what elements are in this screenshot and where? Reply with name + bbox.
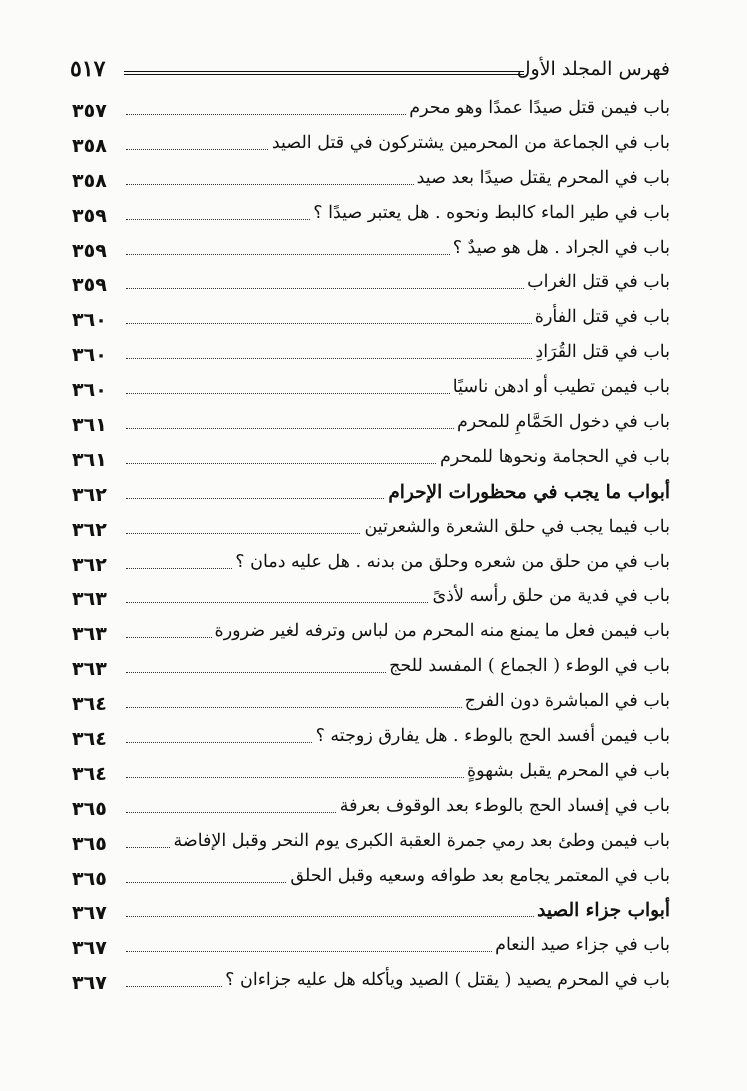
section-title: أبواب جزاء الصيد [534,900,670,921]
entry-title: باب فيمن وطئ بعد رمي جمرة العقبة الكبرى يوم النحر وقبل الإفاضة [170,831,670,851]
entry-page-number: ٣٦١ [72,414,107,437]
entry-title: باب في فدية من حلق رأسه لأذىً [429,586,670,606]
index-entry-row [68,443,670,478]
entry-title: باب فيما يجب في حلق الشعرة والشعرتين [361,517,670,537]
entry-title: باب في من حلق من شعره وحلق من بدنه . هل عليه دمان ؟ [232,552,670,572]
index-page [68,54,670,1001]
entry-page-number: ٣٦٠ [72,344,107,367]
entry-page-number: ٣٦٢ [72,483,107,506]
entry-title: باب فيمن فعل ما يمنع منه المحرم من لباس وترفه لغير ضرورة [212,621,670,641]
section-heading-row [68,478,670,513]
entry-page-number: ٣٦٣ [72,658,107,681]
entry-page-number: ٣٦٤ [72,693,107,716]
entry-page-number: ٣٦٢ [72,518,107,541]
entry-title: باب فيمن تطيب أو ادهن ناسيًا [450,377,670,397]
entry-title: باب في المعتمر يجامع بعد طوافه وسعيه وقبل الحلق [287,866,670,886]
entry-page-number: ٣٥٨ [72,169,107,192]
entry-page-number: ٣٦٤ [72,728,107,751]
index-entry-row [68,931,670,966]
entry-page-number: ٣٥٩ [72,274,107,297]
entry-page-number: ٣٦٣ [72,623,107,646]
entry-page-number: ٣٦٥ [72,797,107,820]
index-entry-row [68,827,670,862]
entry-page-number: ٣٦٥ [72,867,107,890]
entry-title: باب فيمن قتل صيدًا عمدًا وهو محرم [406,98,670,118]
index-entry-row [68,129,670,164]
entry-page-number: ٣٦٧ [72,902,107,925]
header-rule [124,71,524,75]
entry-page-number: ٣٦٧ [72,972,107,995]
index-entry-row [68,792,670,827]
index-entry-row [68,757,670,792]
index-entry-row [68,582,670,617]
entry-page-number: ٣٥٨ [72,134,107,157]
page-number: ٥١٧ [70,56,106,82]
index-entries [68,94,670,1001]
index-entry-row [68,199,670,234]
entry-page-number: ٣٦٤ [72,762,107,785]
entry-page-number: ٣٦٢ [72,553,107,576]
index-entry-row [68,862,670,897]
index-entry-row [68,548,670,583]
entry-title: باب في المحرم يقبل بشهوةٍ [464,761,670,781]
index-entry-row [68,268,670,303]
entry-title: باب في الجراد . هل هو صيدٌ ؟ [450,238,670,258]
entry-title: باب في المحرم يقتل صيدًا بعد صيد [414,168,670,188]
index-entry-row [68,722,670,757]
index-entry-row [68,303,670,338]
entry-title: باب في المحرم يصيد ( يقتل ) الصيد ويأكله هل عليه جزاءان ؟ [222,970,670,990]
section-title: أبواب ما يجب في محظورات الإحرام [385,482,670,503]
entry-page-number: ٣٥٩ [72,204,107,227]
entry-page-number: ٣٦٠ [72,379,107,402]
index-entry-row [68,373,670,408]
entry-title: باب في المباشرة دون الفرج [462,691,670,711]
entry-title: باب في الحجامة ونحوها للمحرم [437,447,670,467]
index-entry-row [68,338,670,373]
entry-page-number: ٣٦٠ [72,309,107,332]
index-entry-row [68,408,670,443]
index-entry-row [68,652,670,687]
entry-title: باب في قتل الفأرة [532,307,670,327]
entry-title: باب في جزاء صيد النعام [492,935,670,955]
entry-title: باب في الجماعة من المحرمين يشتركون في قتل الصيد [269,133,670,153]
entry-title: باب فيمن أفسد الحج بالوطء . هل يفارق زوجته ؟ [313,726,670,746]
entry-title: باب في دخول الحَمَّامِ للمحرم [454,412,670,432]
page-title: فهرس المجلد الأول [516,58,670,80]
entry-title: باب في قتل الغراب [524,272,670,292]
entry-title: باب في طير الماء كالبط ونحوه . هل يعتبر صيدًا ؟ [310,203,670,223]
entry-title: باب في قتل القُرَادِ [532,342,670,362]
entry-page-number: ٣٦٣ [72,588,107,611]
entry-page-number: ٣٦٧ [72,937,107,960]
entry-page-number: ٣٥٧ [72,100,107,122]
index-entry-row [68,513,670,548]
entry-page-number: ٣٦٥ [72,832,107,855]
entry-page-number: ٣٥٩ [72,239,107,262]
index-entry-row [68,164,670,199]
index-entry-row [68,234,670,269]
index-entry-row [68,966,670,1001]
section-heading-row [68,896,670,931]
page-header [68,54,670,94]
index-entry-row [68,617,670,652]
index-entry-row [68,687,670,722]
entry-title: باب في إفساد الحج بالوطء بعد الوقوف بعرفة [337,796,670,816]
index-entry-row [68,94,670,129]
entry-title: باب في الوطء ( الجماع ) المفسد للحج [386,656,670,676]
entry-page-number: ٣٦١ [72,448,107,471]
